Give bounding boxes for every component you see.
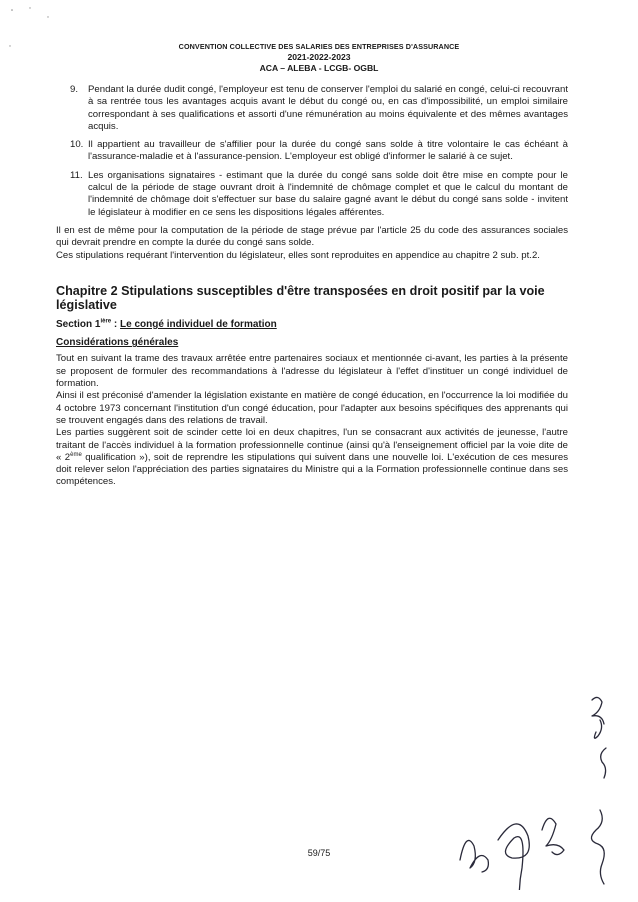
handwritten-signatures — [450, 690, 630, 890]
list-item — [56, 84, 568, 133]
paragraph-sup: ème — [70, 451, 82, 458]
section-colon: : — [111, 318, 121, 330]
list-item — [56, 139, 568, 164]
document-header — [0, 42, 638, 73]
paragraph-part: Les parties suggèrent soit de scinder cette loi en deux chapitres, l'un se consacrant aux activités de jeunesse, l'autre traitant de l'accès individuel à la formation professionnelle continue (ainsi qu'à l'enseignement officiel par la voie dite de « 2 — [56, 427, 568, 463]
paragraph-part: qualification »), soit de reprendre les stipulations qui suivent dans une nouvelle loi. L'exécution de ces mesures doit relever selon l'appréciation des parties signataires du Ministre qui a la Formation professionnelle continue dans ses compétences. — [56, 451, 568, 488]
chapter-title: Chapitre 2 Stipulations susceptibles d'être transposées en droit positif par la voie législative — [56, 283, 545, 313]
paragraph: Tout en suivant la trame des travaux arrêtée entre partenaires sociaux et mentionnée ci-avant, les parties à la présente se proposent de formuler des recommandations à l'adresse du législateur à l'effet d'instituer un congé individuel de formation. — [56, 353, 568, 390]
page-content — [56, 84, 568, 489]
considerations-heading: Considérations générales — [56, 337, 179, 349]
header-parties: ACA – ALEBA - LCGB- OGBL — [259, 62, 379, 73]
list-item — [56, 170, 568, 219]
section-heading — [56, 319, 568, 331]
section-title: Le congé individuel de formation — [120, 318, 277, 330]
item-text: Les organisations signataires - estimant que la durée du congé sans solde doit être mise en compte pour le calcul de la période de stage ouvrant droit à l'indemnité de chômage complet et que le calcul du montant de l'indemnité de chômage doit s'effectuer sur base du salaire gagné avant le début du congé sans solde - invitent le législateur à modifier en ce sens les dispositions légales afférentes. — [88, 169, 568, 218]
section-prefix: Section 1 — [56, 318, 101, 330]
paragraph: Ainsi il est préconisé d'amender la législation existante en matière de congé éducation, en l'occurrence la loi modifiée du 4 octobre 1973 concernant l'institution d'un congé éducation, pour l'adapter aux besoins spécifiques des apprenants qui se trouvent engagés dans des relations de travail. — [56, 390, 568, 426]
item-number: 11. — [70, 169, 83, 181]
paragraph — [56, 427, 568, 488]
item-text: Il appartient au travailleur de s'affilier pour la durée du congé sans solde à titre volontaire le cas échéant à l'assurance-maladie et à l'assurance-pension. L'employeur est obligé d'informer le salarié à ce sujet. — [88, 139, 568, 163]
page-number: 59/75 — [307, 848, 331, 858]
sub-paragraph: Ces stipulations requérant l'intervention du législateur, elles sont reproduites en appendice au chapitre 2 sub. pt.2. — [56, 249, 540, 261]
item-number: 10. — [70, 139, 84, 151]
sub-paragraph: Il en est de même pour la computation de la période de stage prévue par l'article 25 du code des assurances sociales qui devrait prendre en compte la durée du congé sans solde. — [56, 224, 568, 249]
section-sup: ière — [100, 318, 112, 325]
header-title: CONVENTION COLLECTIVE DES SALARIES DES ENTREPRISES D'ASSURANCE — [178, 42, 460, 51]
header-years: 2021-2022-2023 — [287, 52, 351, 62]
item-number: 9. — [70, 84, 79, 95]
item-text: Pendant la durée dudit congé, l'employeur est tenu de conserver l'emploi du salarié en congé, celui-ci recouvrant à sa rentrée tous les avantages acquis avant le début du congé ou, en cas d'impossibilité, un emploi similaire correspondant à ses qualifications et assorti d'une rémunération au moins équivalente et des mêmes avantages acquis. — [88, 84, 568, 132]
